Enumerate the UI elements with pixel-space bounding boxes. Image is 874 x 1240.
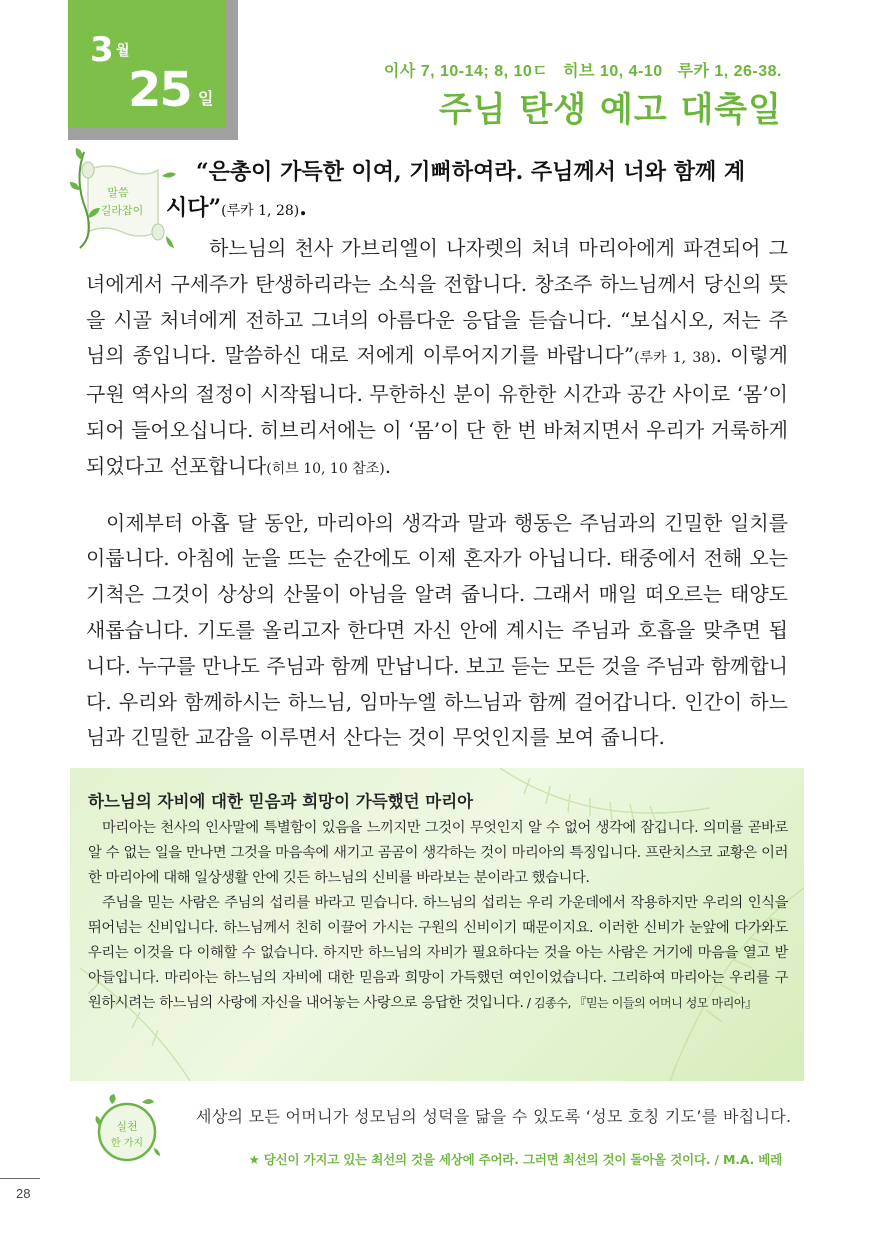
reflection-body bbox=[88, 816, 788, 1016]
footer-divider bbox=[0, 1178, 40, 1179]
quote-line2-wrap bbox=[166, 190, 786, 229]
body-paragraph-1 bbox=[86, 231, 788, 488]
practice-text: 세상의 모든 어머니가 성모님의 성덕을 닮을 수 있도록 ‘성모 호칭 기도’를 바칩니다. bbox=[196, 1107, 792, 1126]
practice-badge-icon bbox=[92, 1092, 162, 1166]
quote-line1: “은총이 가득한 이여, 기뻐하여라. 주님께서 너와 함께 계 bbox=[196, 159, 746, 185]
body-p1-text: 하느님의 천사 가브리엘이 나자렛의 처녀 마리아에게 파견되어 그녀에게서 구세주가 탄생하리라는 소식을 전합니다. 창조주 하느님께서 당신의 뜻을 시골 처녀에게 전하고 그녀의 아름다운 응답을 듣습니다. “보십시오, 저는 주님의 종입니다. 말씀하신 대로 저에게 이루어지기를 바랍니다” bbox=[86, 236, 788, 368]
icon-label-line1: 말씀 bbox=[107, 186, 129, 199]
day-unit: 일 bbox=[198, 89, 214, 108]
body-p1-end: . bbox=[384, 453, 392, 478]
reflection-box bbox=[70, 768, 804, 1081]
feast-title: 주님 탄생 예고 대축일 bbox=[438, 90, 782, 130]
date-box-fill bbox=[68, 0, 226, 128]
scripture-readings: 이사 7, 10-14; 8, 10ㄷ 히브 10, 4-10 루카 1, 26-38. bbox=[383, 63, 782, 80]
scripture-quote bbox=[166, 154, 786, 229]
reflection-source: / 김종수, 『믿는 이들의 어머니 성모 마리아』 bbox=[523, 996, 757, 1010]
quote-reference: (루카 1, 28) bbox=[221, 203, 300, 219]
body-p1-rest: . 이렇게 구원 역사의 절정이 시작됩니다. 무한하신 분이 유한한 시간과 공간 사이로 ‘몸’이 되어 들어오십니다. 히브리서에는 이 ‘몸’이 단 한 번 바쳐지면서 우리가 거룩하게 되었다고 선포합니다 bbox=[86, 343, 788, 478]
body-p1-ref: (루카 1, 38) bbox=[634, 350, 716, 367]
reflection-title: 하느님의 자비에 대한 믿음과 희망이 가득했던 마리아 bbox=[88, 792, 474, 811]
body-p1-ref2: (히브 10, 10 참조) bbox=[266, 460, 385, 477]
day: 25 bbox=[128, 62, 191, 118]
badge-line1: 실천 bbox=[116, 1120, 138, 1133]
page-number: 28 bbox=[16, 1186, 31, 1201]
quote-end: . bbox=[299, 195, 307, 221]
date-box bbox=[68, 0, 238, 140]
month-unit: 월 bbox=[116, 43, 130, 59]
icon-label-line2: 길라잡이 bbox=[100, 204, 144, 217]
reflection-paragraph-2 bbox=[88, 891, 788, 1016]
reflection-paragraph-1: 마리아는 천사의 인사말에 특별함이 있음을 느끼지만 그것이 무엇인지 알 수 없어 생각에 잠깁니다. 의미를 곧바로 알 수 없는 일을 만나면 그것을 마음속에 새기고 곰곰이 생각하는 것이 마리아의 특징입니다. 프란치스코 교황은 이러한 마리아에 대해 일상생활 안에 깃든 하느님의 신비를 바라보는 분이라고 했습니다. bbox=[88, 820, 788, 886]
body-paragraph-2: 이제부터 아홉 달 동안, 마리아의 생각과 말과 행동은 주님과의 긴밀한 일치를 이룹니다. 아침에 눈을 뜨는 순간에도 이제 혼자가 아닙니다. 태중에서 전해 오는 기척은 그것이 상상의 산물이 아님을 알려 줍니다. 그래서 매일 떠오르는 태양도 새롭습니다. 기도를 올리고자 한다면 자신 안에 계시는 주님과 호흡을 맞추면 됩니다. 누구를 만나도 주님과 함께 만납니다. 보고 듣는 모든 것을 주님과 함께합니다. 우리와 함께하시는 하느님, 임마누엘 하느님과 함께 걸어갑니다. 인간이 하느님과 긴밀한 교감을 이루면서 산다는 것이 무엇인지를 보여 줍니다. bbox=[86, 510, 788, 750]
quote-line2: 시다” bbox=[166, 195, 222, 221]
month: 3 bbox=[90, 30, 114, 70]
meditation-body bbox=[86, 231, 788, 756]
footer-quote: ★ 당신이 가지고 있는 최선의 것을 세상에 주어라. 그러면 최선의 것이 돌아올 것이다. / M.A. 베레 bbox=[248, 1152, 782, 1167]
badge-line2: 한 가지 bbox=[110, 1138, 144, 1149]
reflection-p2-text: 주님을 믿는 사람은 주님의 섭리를 바라고 믿습니다. 하느님의 섭리는 우리 가운데에서 작용하지만 우리의 인식을 뛰어넘는 신비입니다. 하느님께서 친히 이끌어 가시는 구원의 신비이기 때문이지요. 이러한 신비가 눈앞에 다가와도 우리는 이것을 다 이해할 수 없습니다. 하지만 하느님의 자비가 필요하다는 것을 아는 사람은 거기에 마음을 열고 받아들입니다. 마리아는 하느님의 자비에 대한 믿음과 희망이 가득했던 여인이었습니다. 그리하여 마리아는 우리를 구원하시려는 하느님의 사랑에 자신을 내어놓는 사랑으로 응답한 것입니다. bbox=[88, 895, 788, 1011]
